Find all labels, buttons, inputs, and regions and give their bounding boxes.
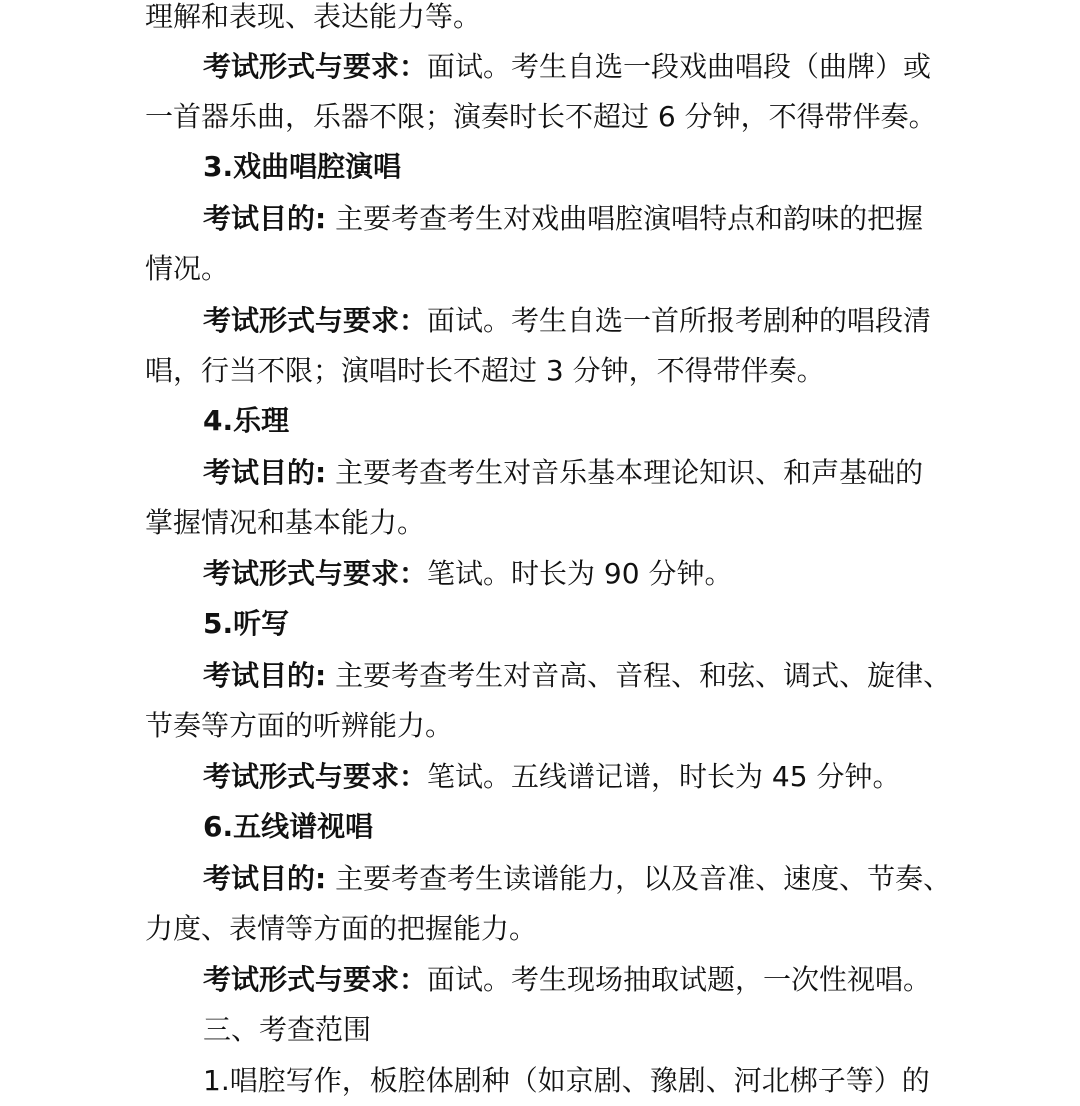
form-text: 面试。考生自选一段戏曲唱段（曲牌）或 — [427, 50, 932, 83]
form-text: 唱，行当不限；演唱时长不超过 3 分钟，不得带伴奏。 — [145, 354, 825, 387]
s4-purpose-paragraph-cont — [145, 498, 945, 548]
s5-purpose-paragraph — [203, 651, 952, 701]
form-text: 笔试。时长为 90 分钟。 — [427, 557, 733, 590]
s3-purpose-paragraph-cont — [145, 244, 945, 294]
purpose-text: 情况。 — [145, 252, 230, 285]
s4-purpose-paragraph — [203, 448, 945, 498]
purpose-text: 掌握情况和基本能力。 — [145, 506, 426, 539]
s6-purpose-paragraph — [203, 854, 952, 904]
part-heading-3: 三、考查范围 — [203, 1013, 372, 1046]
form-label: 考试形式与要求： — [203, 557, 428, 590]
form-label: 考试形式与要求： — [203, 304, 428, 337]
purpose-text: 主要考查考生对音乐基本理论知识、和声基础的 — [326, 456, 924, 489]
s3-purpose-paragraph — [203, 194, 945, 244]
purpose-label: 考试目的: — [203, 456, 327, 489]
section-heading-4: 4.乐理 — [203, 404, 290, 437]
form-label: 考试形式与要求： — [203, 963, 428, 996]
part3-item-1: 1.唱腔写作，板腔体剧种（如京剧、豫剧、河北梆子等）的 — [203, 1064, 930, 1097]
purpose-label: 考试目的: — [203, 862, 327, 895]
form-label: 考试形式与要求： — [203, 50, 428, 83]
purpose-text: 节奏等方面的听辨能力。 — [145, 709, 454, 742]
purpose-text: 主要考查考生读谱能力，以及音准、速度、节奏、 — [326, 862, 952, 895]
form-label: 考试形式与要求： — [203, 760, 428, 793]
s2-form-paragraph-cont — [145, 92, 945, 142]
section-heading-5: 5.听写 — [203, 607, 290, 640]
s2-form-paragraph — [203, 42, 945, 92]
s6-purpose-paragraph-cont — [145, 904, 945, 954]
form-text: 一首器乐曲，乐器不限；演奏时长不超过 6 分钟，不得带伴奏。 — [145, 100, 937, 133]
s3-form-paragraph-cont — [145, 346, 945, 396]
s5-form-paragraph — [203, 752, 945, 802]
section-heading-6: 6.五线谱视唱 — [203, 810, 374, 843]
purpose-text: 主要考查考生对戏曲唱腔演唱特点和韵味的把握 — [326, 202, 924, 235]
s4-form-paragraph — [203, 549, 945, 599]
purpose-label: 考试目的: — [203, 659, 327, 692]
text: 理解和表现、表达能力等。 — [145, 0, 482, 33]
form-text: 面试。考生自选一首所报考剧种的唱段清 — [427, 304, 932, 337]
form-text: 面试。考生现场抽取试题，一次性视唱。 — [427, 963, 932, 996]
purpose-text: 主要考查考生对音高、音程、和弦、调式、旋律、 — [326, 659, 952, 692]
form-text: 笔试。五线谱记谱，时长为 45 分钟。 — [427, 760, 901, 793]
purpose-text: 力度、表情等方面的把握能力。 — [145, 912, 538, 945]
purpose-label: 考试目的: — [203, 202, 327, 235]
s5-purpose-paragraph-cont — [145, 701, 945, 751]
s3-form-paragraph — [203, 296, 945, 346]
section-heading-3: 3.戏曲唱腔演唱 — [203, 150, 402, 183]
paragraph-continuation — [145, 0, 945, 42]
s6-form-paragraph — [203, 955, 945, 1005]
